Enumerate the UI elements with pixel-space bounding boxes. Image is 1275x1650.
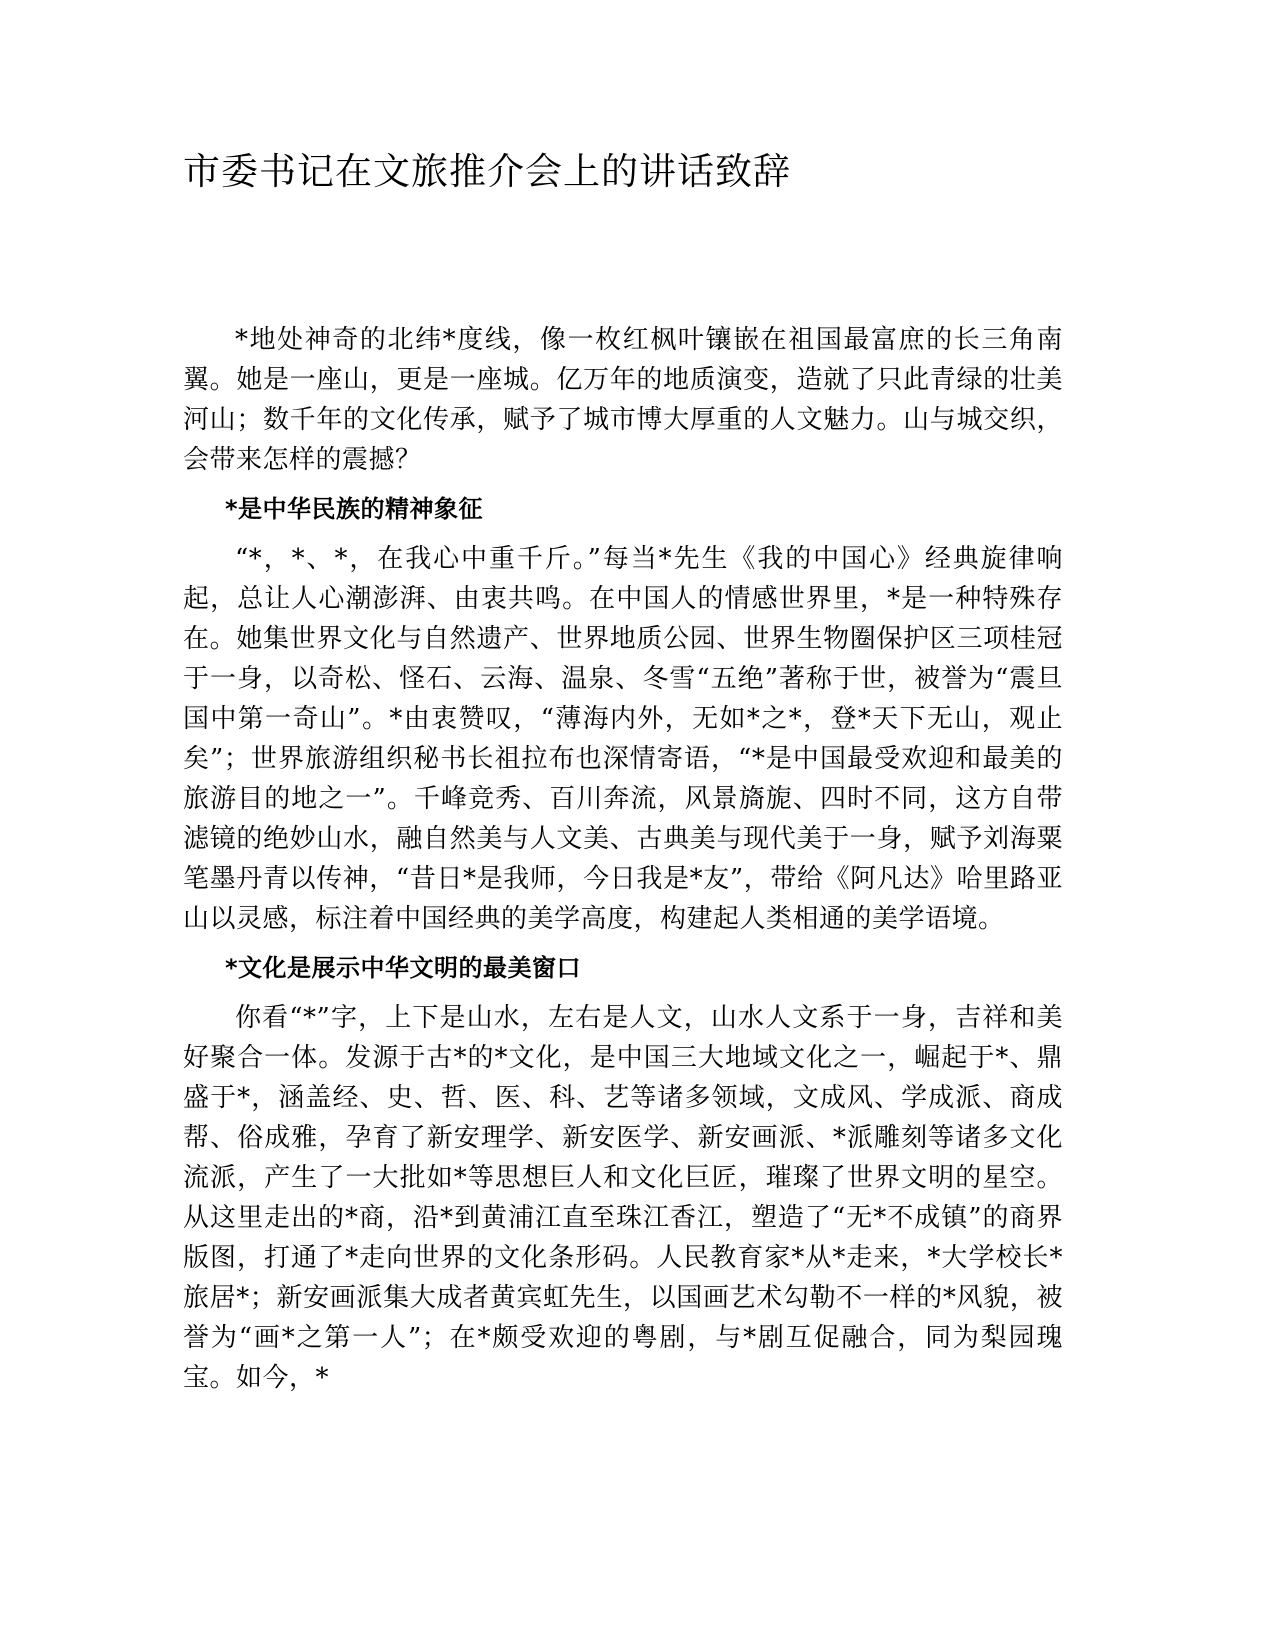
- document-body: [183, 320, 1063, 1398]
- section-heading-2: *文化是展示中华文明的最美窗口: [225, 954, 582, 982]
- section-heading-1: *是中华民族的精神象征: [225, 495, 484, 523]
- intro-paragraph: *地处神奇的北纬*度线，像一枚红枫叶镶嵌在祖国最富庶的长三角南翼。她是一座山，更是一座城。亿万年的地质演变，造就了只此青绿的壮美河山；数千年的文化传承，赋予了城市博大厚重的人文魅力。山与城交织，会带来怎样的震撼？: [183, 325, 1063, 475]
- document-title: 市委书记在文旅推介会上的讲话致辞: [183, 150, 791, 193]
- section-paragraph-1: “*，*、*，在我心中重千斤。”每当*先生《我的中国心》经典旋律响起，总让人心潮澎湃、由衷共鸣。在中国人的情感世界里，*是一种特殊存在。她集世界文化与自然遗产、世界地质公园、世界生物圈保护区三项桂冠于一身，以奇松、怪石、云海、温泉、冬雪“五绝”著称于世，被誉为“震旦国中第一奇山”。*由衷赞叹，“薄海内外，无如*之*，登*天下无山，观止矣”；世界旅游组织秘书长祖拉布也深情寄语，“*是中国最受欢迎和最美的旅游目的地之一”。千峰竞秀、百川奔流，风景旖旎、四时不同，这方自带滤镜的绝妙山水，融自然美与人文美、古典美与现代美于一身，赋予刘海粟笔墨丹青以传神，“昔日*是我师，今日我是*友”，带给《阿凡达》哈里路亚山以灵感，标注着中国经典的美学高度，构建起人类相通的美学语境。: [183, 544, 1063, 934]
- section-paragraph-2: 你看“*”字，上下是山水，左右是人文，山水人文系于一身，吉祥和美好聚合一体。发源于古*的*文化，是中国三大地域文化之一，崛起于*、鼎盛于*，涵盖经、史、哲、医、科、艺等诸多领域，文成风、学成派、商成帮、俗成雅，孕育了新安理学、新安医学、新安画派、*派雕刻等诸多文化流派，产生了一大批如*等思想巨人和文化巨匠，璀璨了世界文明的星空。从这里走出的*商，沿*到黄浦江直至珠江香江，塑造了“无*不成镇”的商界版图，打通了*走向世界的文化条形码。人民教育家*从*走来，*大学校长*旅居*；新安画派集大成者黄宾虹先生，以国画艺术勾勒不一样的*风貌，被誉为“画*之第一人”；在*颇受欢迎的粤剧，与*剧互促融合，同为梨园瑰宝。如今，*: [183, 1003, 1063, 1393]
